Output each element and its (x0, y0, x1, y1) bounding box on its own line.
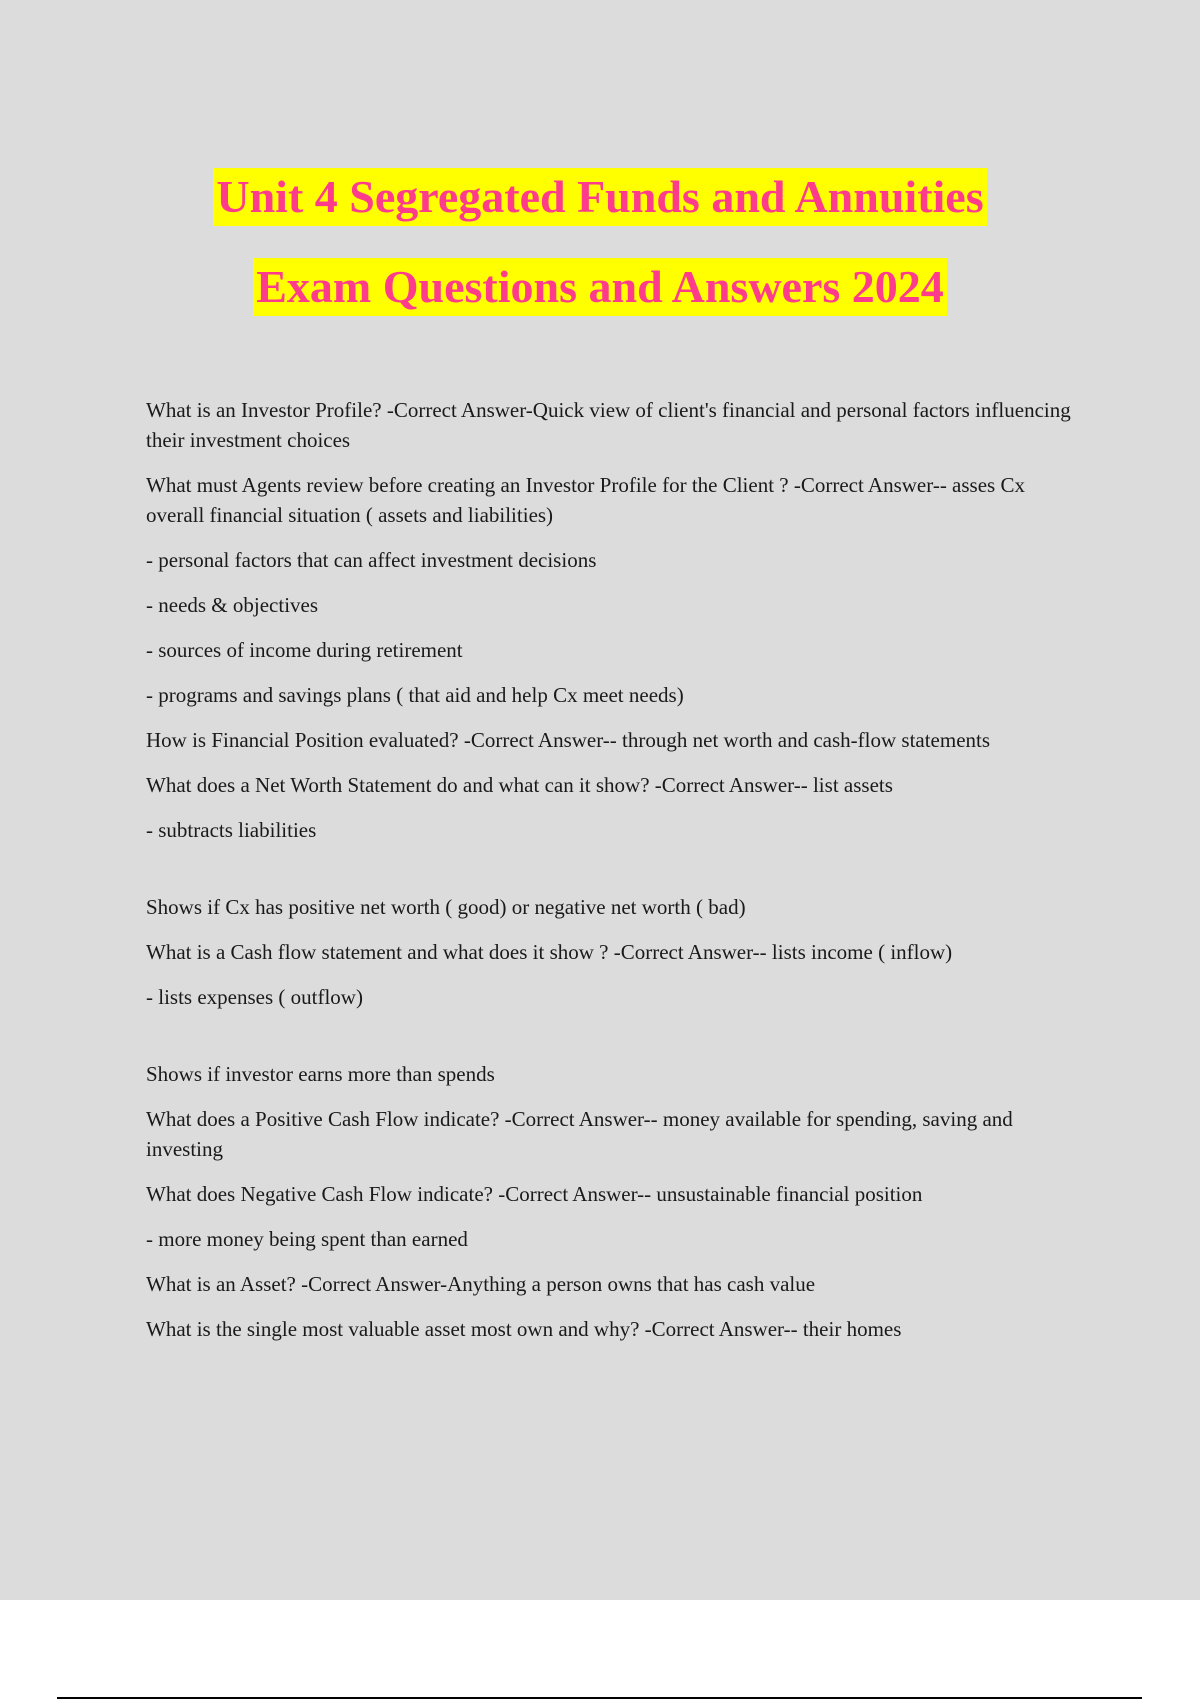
qa-paragraph: What is the single most valuable asset most own and why? -Correct Answer-- their homes (146, 1317, 902, 1341)
document-title (0, 168, 1200, 348)
qa-paragraph: What does a Net Worth Statement do and what can it show? -Correct Answer-- list assets (146, 773, 893, 797)
list-item: - lists expenses ( outflow) (146, 985, 363, 1009)
list-item: - more money being spent than earned (146, 1227, 468, 1251)
list-item: - sources of income during retirement (146, 638, 463, 662)
spacer (146, 860, 1086, 892)
title-line-1: Unit 4 Segregated Funds and Annuities (213, 168, 986, 226)
footer-divider (57, 1697, 1142, 1699)
spacer (146, 1027, 1086, 1059)
qa-paragraph: What does Negative Cash Flow indicate? -Correct Answer-- unsustainable financial position (146, 1182, 923, 1206)
qa-paragraph: How is Financial Position evaluated? -Correct Answer-- through net worth and cash-flow statements (146, 728, 991, 752)
qa-paragraph: What is an Asset? -Correct Answer-Anything a person owns that has cash value (146, 1272, 816, 1296)
list-item: - subtracts liabilities (146, 818, 317, 842)
qa-paragraph: What must Agents review before creating an Investor Profile for the Client ? -Correct Answer-- asses Cx overall financial situation ( assets and liabilities) (146, 473, 1025, 527)
list-item: - personal factors that can affect investment decisions (146, 548, 597, 572)
list-item: - programs and savings plans ( that aid and help Cx meet needs) (146, 683, 684, 707)
list-item: - needs & objectives (146, 593, 319, 617)
qa-paragraph: What is an Investor Profile? -Correct Answer-Quick view of client's financial and personal factors influencing their investment choices (146, 398, 1071, 452)
note-paragraph: Shows if investor earns more than spends (146, 1062, 495, 1086)
note-paragraph: Shows if Cx has positive net worth ( good) or negative net worth ( bad) (146, 895, 746, 919)
qa-paragraph: What does a Positive Cash Flow indicate? -Correct Answer-- money available for spending, saving and investing (146, 1107, 1013, 1161)
title-line-2: Exam Questions and Answers 2024 (253, 258, 947, 316)
qa-paragraph: What is a Cash flow statement and what does it show ? -Correct Answer-- lists income ( inflow) (146, 940, 953, 964)
document-body (146, 395, 1086, 1359)
